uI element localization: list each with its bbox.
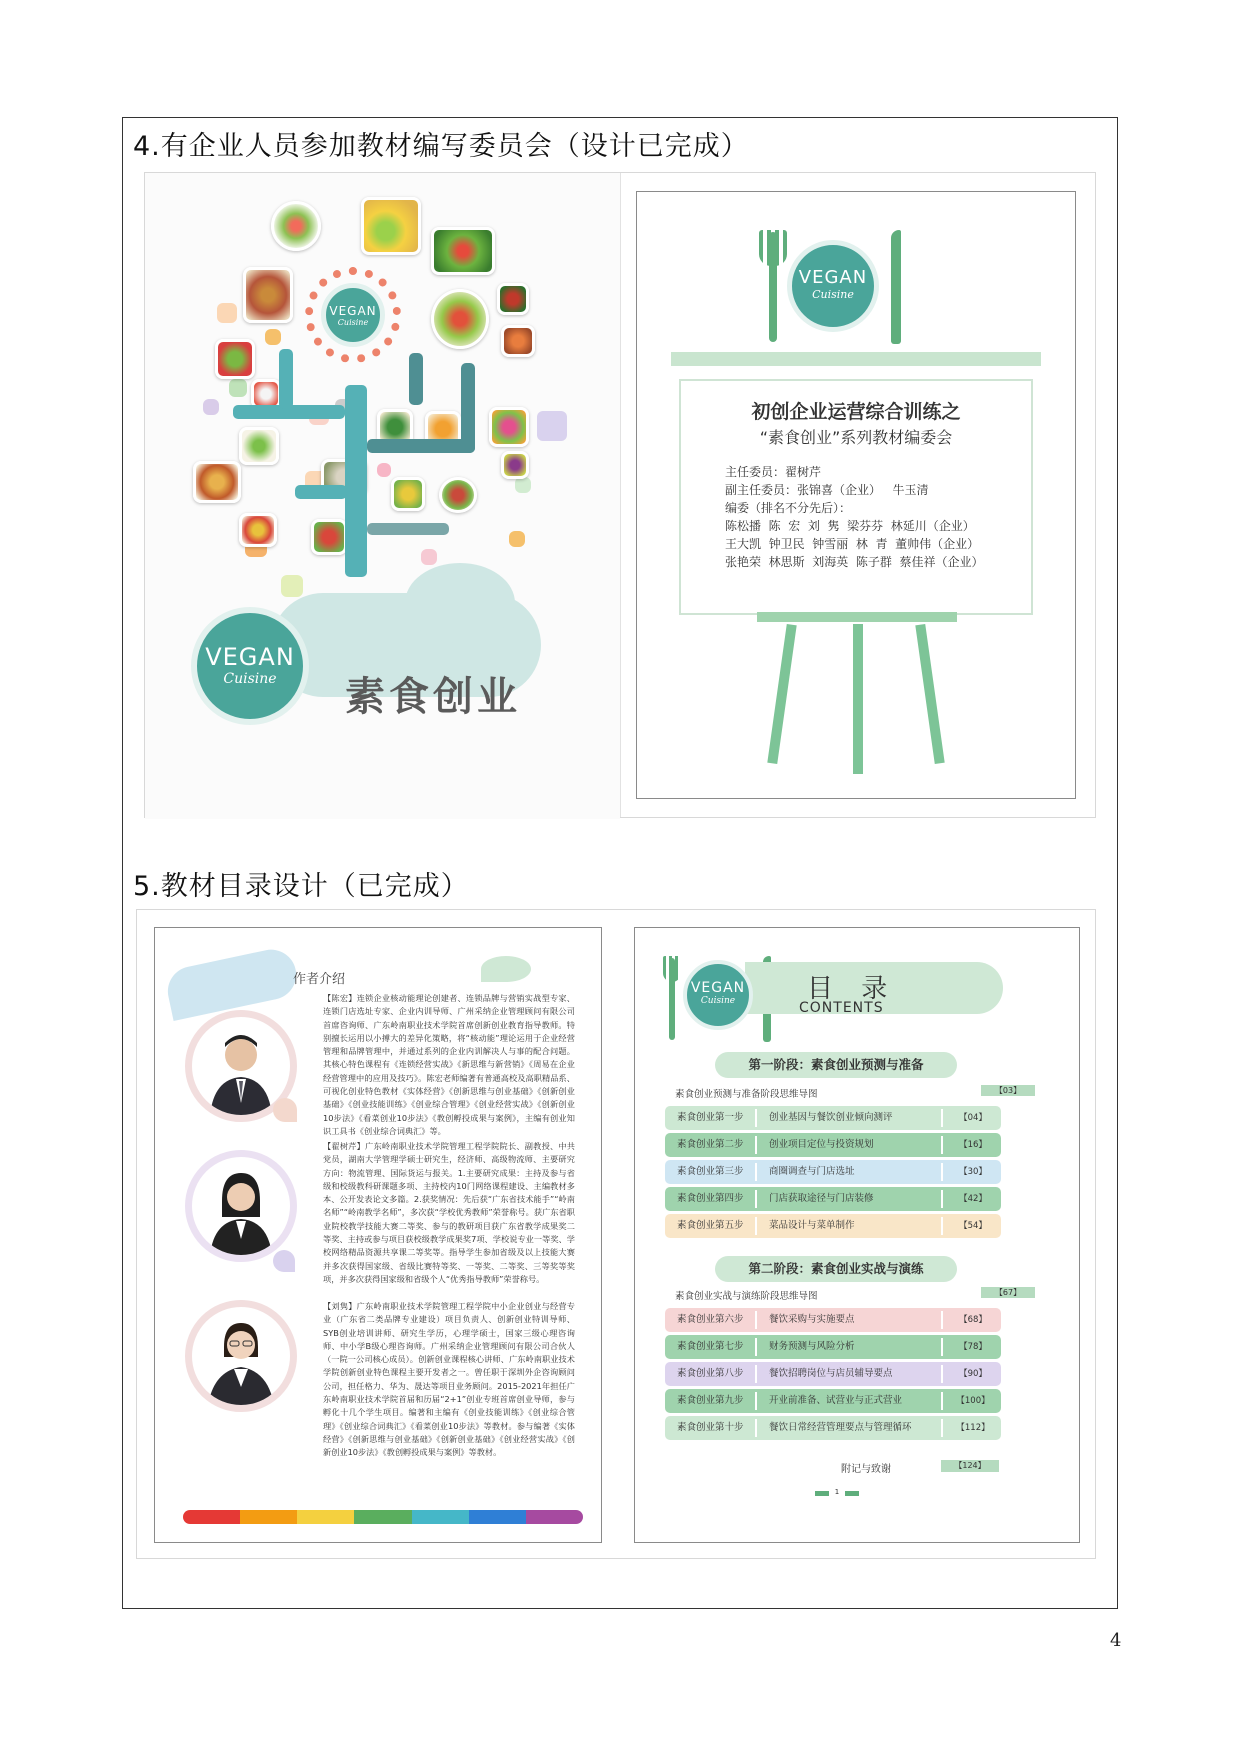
toc-step-title: 门店获取途径与门店装修 <box>769 1193 874 1204</box>
food-photo <box>439 477 477 513</box>
toc-step-title: 开业前准备、试营业与正式营业 <box>769 1395 903 1406</box>
toc-step-title: 财务预测与风险分析 <box>769 1341 855 1352</box>
deco-tile <box>515 477 531 493</box>
toc-step-divider <box>755 1190 757 1208</box>
toc-page <box>634 927 1080 1543</box>
toc-step-row <box>665 1362 1001 1386</box>
vegan-logo-small: VEGAN Cuisine <box>321 283 385 347</box>
toc-step-title: 餐饮日常经营管理要点与管理循环 <box>769 1422 912 1433</box>
toc-step-divider <box>941 1136 943 1154</box>
spread-gutter <box>620 173 621 817</box>
committee-spread-image <box>144 172 1096 818</box>
committee-director: 主任委员：翟树芹 <box>725 465 822 479</box>
deco-tile <box>537 411 567 441</box>
food-photo <box>311 519 347 555</box>
food-photo <box>501 451 529 479</box>
toc-step-title: 菜品设计与菜单制作 <box>769 1220 855 1231</box>
vegan-logo-large: VEGAN Cuisine <box>191 607 309 725</box>
authors-heading: 作者介绍 <box>293 972 346 987</box>
food-photo <box>497 283 529 315</box>
toc-step-divider <box>755 1419 757 1437</box>
toc-step-divider <box>941 1190 943 1208</box>
tree-branch <box>367 523 449 535</box>
deco-tile <box>229 379 247 397</box>
toc-step-title: 商圈调查与门店选址 <box>769 1166 855 1177</box>
committee-editors-row: 张艳荣 林思斯 刘海英 陈子群 蔡佳祥（企业） <box>725 555 984 569</box>
deco-tile <box>377 463 391 477</box>
rainbow-bar <box>183 1510 583 1524</box>
phase-2-mindmap-entry: 素食创业实战与演练阶段思维导图 【67】 <box>675 1288 1035 1302</box>
food-photo <box>239 513 277 547</box>
author-bio-chen-hong: 【陈宏】连锁企业核动能理论创建者、连锁品牌与营销实战型专家、连锁门店选址专家、企业内训导师、广州采纳企业管理顾问有限公司首席咨询师、广东岭南职业技术学院首席创新创业教育指导教师。特别擅长运用以小搏大的差异化策略，将“核动能”理论运用于企业经营管理和品牌管理中，并通过系列的企业内训解决人与事的配合问题。其核心特色课程有《连锁经营实战》《新思维与新营销》《周易在企业经营管理中的应用及技巧》。陈宏老师编著有普通高校及高职精品系、可视化创业特色教材《实体经营》《创新思维与创业基础》《创新创业基础》《创业技能训练》《创业综合管理》《创业经营实战》《创新创业10步法》《看菜创业10步法》《教创孵投成果与案例》，主编有创业知识工具书《创业综合词典汇》等。 <box>323 993 575 1136</box>
toc-step-divider <box>755 1217 757 1235</box>
toc-step-divider <box>941 1392 943 1410</box>
toc-step-label: 素食创业第四步 <box>677 1193 744 1204</box>
committee-editors-row: 王大凯 钟卫民 钟雪丽 林 青 董帅伟（企业） <box>725 537 980 551</box>
easel-leg <box>767 624 796 764</box>
section-5-heading: 5.教材目录设计（已完成） <box>133 871 469 902</box>
food-photo <box>193 461 241 503</box>
toc-step-row <box>665 1308 1001 1332</box>
toc-step-page: 【42】 <box>959 1194 987 1204</box>
page-number: 4 <box>1110 1630 1122 1651</box>
deco-bubble <box>273 1098 297 1122</box>
fork-tines <box>759 230 787 266</box>
deco-swoosh <box>163 945 301 1021</box>
cover-cloud <box>405 563 515 643</box>
phase-1-heading: 第一阶段：素食创业预测与准备 <box>715 1052 957 1078</box>
vegetables-photo <box>431 227 495 275</box>
easel-top-bar <box>671 352 1041 366</box>
vegetable-ring <box>305 267 401 363</box>
toc-step-row <box>665 1187 1001 1211</box>
easel-leg <box>915 624 944 764</box>
toc-step-row <box>665 1133 1001 1157</box>
toc-step-label: 素食创业第五步 <box>677 1220 744 1231</box>
toc-step-title: 创业基因与餐饮创业倾向测评 <box>769 1112 893 1123</box>
toc-step-page: 【54】 <box>959 1221 987 1231</box>
food-photo <box>215 339 255 379</box>
tree-branch <box>295 485 347 499</box>
deco-tile <box>217 303 237 323</box>
salad-bowl-photo <box>431 289 489 349</box>
toc-step-page: 【100】 <box>956 1396 990 1406</box>
section-4-heading: 4.有企业人员参加教材编写委员会（设计已完成） <box>133 131 749 162</box>
toc-step-divider <box>755 1365 757 1383</box>
authors-page <box>154 927 602 1543</box>
toc-step-divider <box>941 1338 943 1356</box>
toc-step-page: 【112】 <box>956 1423 990 1433</box>
author-bio-zhai-shuqin: 【翟树芹】广东岭南职业技术学院管理工程学院院长、副教授、中共党员，湖南大学管理学硕士研究生，经济师、高级物流师、主要研究方向：物流管理、国际货运与报关。1.主要研究成果：主持及参与省级和校级教科研课题多项、主持校内10门网络课程建设、主编教材多本、公开发表论文多篇。2.获奖情况：先后获“广东省技术能手”“岭南名师”“岭南教学名师”，多次获“学校优秀教师”荣誉称号。获广东省职业院校教学技能大赛二等奖、参与的教研项目获广东省教学成果奖二等奖、主持或参与项目获校级教学成果奖7项、学校说专业一等奖、学校网络精品资源共享课二等奖等。指导学生参加省级及以上技能大赛并多次获得国家级、省级比赛特等奖、一等奖、二等奖、三等奖等奖项，并多次获得国家级和省级个人“优秀指导教师”荣誉称号。 <box>323 1141 575 1284</box>
food-photo <box>489 407 529 447</box>
toc-step-page: 【16】 <box>959 1140 987 1150</box>
toc-step-divider <box>755 1136 757 1154</box>
toc-step-divider <box>941 1365 943 1383</box>
easel-board <box>679 379 1033 615</box>
knife-icon <box>891 230 901 344</box>
book-cover <box>145 173 620 819</box>
committee-title-line1: 初创企业运营综合训练之 <box>751 401 961 423</box>
toc-step-page: 【30】 <box>959 1167 987 1177</box>
toc-step-title: 餐饮招聘岗位与店员辅导要点 <box>769 1368 893 1379</box>
food-photo <box>501 325 535 357</box>
deco-tile <box>421 549 437 565</box>
deco-tile <box>203 399 219 415</box>
toc-subtitle: CONTENTS <box>799 1000 884 1016</box>
salad-photo <box>271 201 321 251</box>
tree-branch <box>367 439 475 453</box>
committee-editors-label: 编委（排名不分先后）： <box>725 501 852 515</box>
toc-step-row <box>665 1106 1001 1130</box>
vegan-logo: VEGAN Cuisine <box>683 960 753 1030</box>
tree-branch <box>409 353 423 405</box>
author-photo-zhai-shuqin <box>185 1150 297 1262</box>
phase-2-heading: 第二阶段：素食创业实战与演练 <box>715 1256 957 1282</box>
toc-step-label: 素食创业第六步 <box>677 1314 744 1325</box>
toc-step-divider <box>755 1338 757 1356</box>
author-bio-liu-jun: 【刘隽】广东岭南职业技术学院管理工程学院中小企业创业与经营专业（广东省二类品牌专业建设）项目负责人、创新创业特训导师、SYB创业培训讲师、研究生学历，心理学硕士，国家三级心理咨询师、中小学B级心理咨询师。广州采纳企业管理顾问有限公司合伙人（一院一公司核心成员）。创新创业课程核心讲师、广东岭南职业技术学院创新创业特色课程主要开发者之一。曾任职于深圳外企咨询顾问公司，担任格力、华为、晟达等项目业务顾问。2015-2021年担任广东岭南职业技术学院首届和历届“2+1”创业专班首席创业导师，参与孵化十几个学生项目。编著和主编有《创业技能训练》《创业综合管理》《创业综合词典汇》《看菜创业10步法》等教材。参与编著《实体经营》《创新思维与创业基础》《创新创业基础》《创业经营实战》《创新创业10步法》《教创孵投成果与案例》等教材。 <box>323 1301 575 1458</box>
deco-tile <box>265 329 281 345</box>
vegan-logo: VEGAN Cuisine <box>787 240 879 332</box>
toc-step-label: 素食创业第十步 <box>677 1422 744 1433</box>
toc-folio: 1 <box>834 1488 840 1496</box>
easel-ledge <box>757 612 957 622</box>
toc-step-divider <box>941 1109 943 1127</box>
committee-editors-row: 陈松播 陈 宏 刘 隽 梁芬芬 林延川（企业） <box>725 519 975 533</box>
grains-photo <box>243 267 293 323</box>
toc-step-divider <box>755 1109 757 1127</box>
tree-trunk <box>345 385 367 577</box>
tree-branch <box>279 349 293 409</box>
toc-title: 目 录 <box>807 974 898 1004</box>
toc-step-divider <box>755 1163 757 1181</box>
toc-step-row <box>665 1389 1001 1413</box>
toc-step-divider <box>941 1419 943 1437</box>
committee-title-line2: “素食创业”系列教材编委会 <box>759 428 953 447</box>
tree-branch <box>461 363 475 453</box>
food-photo <box>239 427 279 465</box>
fork-tines <box>663 956 681 982</box>
toc-step-divider <box>941 1163 943 1181</box>
easel-leg <box>853 624 863 774</box>
toc-step-row <box>665 1335 1001 1359</box>
toc-step-page: 【90】 <box>959 1369 987 1379</box>
toc-step-divider <box>941 1311 943 1329</box>
salad-photo <box>361 197 421 255</box>
toc-step-label: 素食创业第一步 <box>677 1112 744 1123</box>
toc-step-label: 素食创业第八步 <box>677 1368 744 1379</box>
deco-leaf <box>481 956 531 982</box>
deco-tile <box>509 531 525 547</box>
toc-step-page: 【68】 <box>959 1315 987 1325</box>
toc-spread-image <box>136 909 1096 1559</box>
toc-step-divider <box>941 1217 943 1235</box>
toc-step-label: 素食创业第九步 <box>677 1395 744 1406</box>
toc-step-page: 【78】 <box>959 1342 987 1352</box>
appendix-entry: 附记与致谢 【124】 <box>841 1460 891 1475</box>
phase-1-mindmap-entry: 素食创业预测与准备阶段思维导图 【03】 <box>675 1086 1035 1100</box>
toc-step-page: 【04】 <box>959 1113 987 1123</box>
committee-page <box>636 191 1076 799</box>
food-photo <box>391 477 425 511</box>
toc-step-title: 创业项目定位与投资规划 <box>769 1139 874 1150</box>
toc-step-label: 素食创业第七步 <box>677 1341 744 1352</box>
cover-title: 素食创业 <box>345 674 521 720</box>
toc-step-divider <box>755 1392 757 1410</box>
deco-bubble <box>273 1250 295 1272</box>
toc-step-title: 餐饮采购与实施要点 <box>769 1314 855 1325</box>
author-photo-liu-jun <box>185 1300 297 1412</box>
toc-step-row <box>665 1214 1001 1238</box>
toc-step-divider <box>755 1311 757 1329</box>
toc-step-row <box>665 1160 1001 1184</box>
toc-step-label: 素食创业第三步 <box>677 1166 744 1177</box>
committee-vice-director: 副主任委员：张锦喜（企业） 牛玉清 <box>725 483 929 497</box>
deco-tile <box>281 575 303 597</box>
toc-step-label: 素食创业第二步 <box>677 1139 744 1150</box>
toc-step-row <box>665 1416 1001 1440</box>
